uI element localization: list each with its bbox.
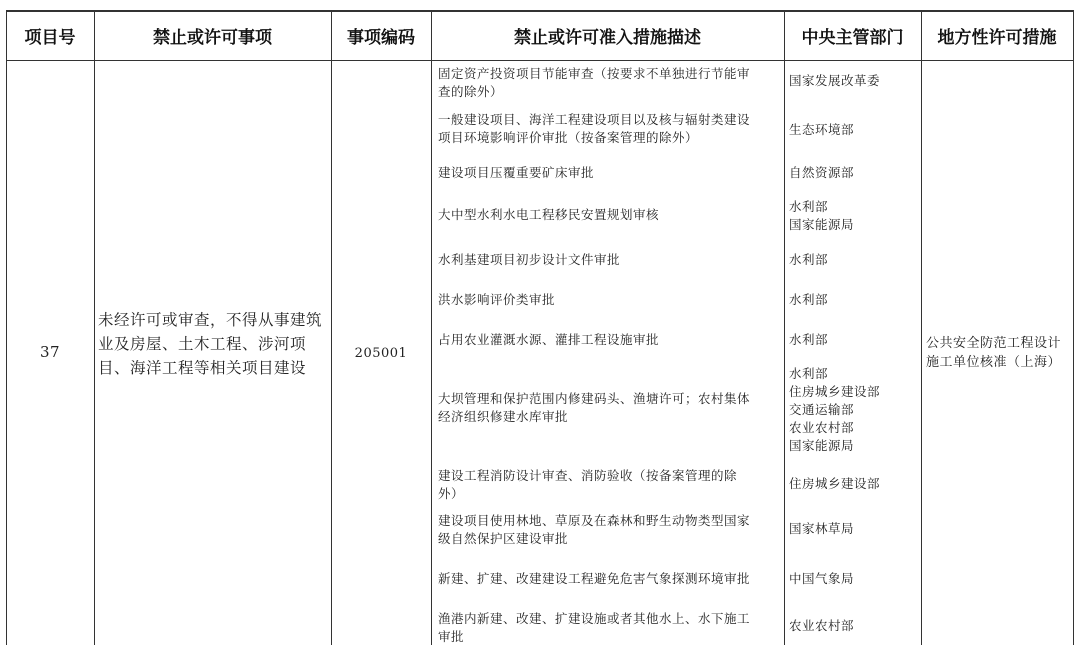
local-measure: 公共安全防范工程设计施工单位核准（上海） (926, 336, 1062, 370)
dept-name: 生态环境部 (789, 122, 855, 137)
measure-line: 水利基建项目初步设计文件审批 (438, 252, 621, 267)
measure-description (438, 467, 782, 503)
measure-line: 项目环境影响评价审批（按备案管理的除外） (438, 130, 699, 145)
dept-cell (789, 72, 919, 90)
measure-line: 级自然保护区建设审批 (438, 531, 569, 546)
dept-name: 水利部 (789, 252, 829, 267)
col-border (331, 10, 332, 645)
header-item-no: 项目号 (24, 27, 76, 48)
dept-cell (789, 291, 919, 309)
matter-code: 205001 (354, 346, 408, 361)
header-matter: 禁止或许可事项 (153, 27, 272, 48)
dept-cell (789, 475, 919, 493)
dept-name: 水利部 (789, 332, 829, 347)
dept-name: 水利部 (789, 199, 829, 214)
dept-cell (789, 251, 919, 269)
dept-cell (789, 365, 919, 455)
measure-line: 大中型水利水电工程移民安置规划审核 (438, 207, 660, 222)
dept-name: 国家能源局 (789, 438, 855, 453)
measure-line: 洪水影响评价类审批 (438, 292, 556, 307)
measure-description (438, 251, 782, 269)
measure-line: 建设项目使用林地、草原及在森林和野生动物类型国家 (438, 513, 751, 528)
col-border (921, 10, 922, 645)
header-bottom-border (6, 60, 1074, 61)
measure-description (438, 331, 782, 349)
dept-cell (789, 520, 919, 538)
measure-description (438, 164, 782, 182)
dept-name: 中国气象局 (789, 571, 855, 586)
dept-name: 自然资源部 (789, 165, 855, 180)
dept-name: 交通运输部 (789, 402, 855, 417)
regulation-table (6, 10, 1074, 645)
measure-description (438, 610, 782, 646)
dept-cell (789, 331, 919, 349)
dept-name: 水利部 (789, 292, 829, 307)
dept-name: 农业农村部 (789, 618, 855, 633)
measure-description (438, 570, 782, 588)
header-measures: 禁止或许可准入措施描述 (514, 27, 701, 48)
col-border (94, 10, 95, 645)
measure-line: 经济组织修建水库审批 (438, 409, 569, 424)
col-border (431, 10, 432, 645)
measure-description (438, 111, 782, 147)
measure-line: 建设工程消防设计审查、消防验收（按备案管理的除 (438, 468, 738, 483)
measure-description (438, 512, 782, 548)
measure-line: 占用农业灌溉水源、灌排工程设施审批 (438, 332, 660, 347)
matter-text: 未经许可或审查，不得从事建筑业及房屋、土木工程、涉河项目、海洋工程等相关项目建设 (98, 311, 323, 377)
dept-name: 农业农村部 (789, 420, 855, 435)
dept-name: 国家林草局 (789, 521, 855, 536)
dept-name: 住房城乡建设部 (789, 384, 881, 399)
dept-name: 国家能源局 (789, 217, 855, 232)
header-local: 地方性许可措施 (937, 27, 1057, 48)
measure-line: 固定资产投资项目节能审查（按要求不单独进行节能审 (438, 66, 751, 81)
dept-name: 住房城乡建设部 (789, 476, 881, 491)
measure-description (438, 206, 782, 224)
dept-cell (789, 570, 919, 588)
measure-line: 外） (438, 486, 465, 501)
col-border (1073, 10, 1074, 645)
measure-description (438, 65, 782, 101)
dept-cell (789, 198, 919, 234)
measure-line: 审批 (438, 629, 465, 644)
measure-description (438, 390, 782, 426)
col-border (6, 10, 7, 645)
item-number: 37 (39, 343, 61, 361)
measure-line: 渔港内新建、改建、扩建设施或者其他水上、水下施工 (438, 611, 751, 626)
measure-line: 大坝管理和保护范围内修建码头、渔塘许可；农村集体 (438, 391, 751, 406)
dept-cell (789, 617, 919, 635)
measure-description (438, 291, 782, 309)
dept-name: 国家发展改革委 (789, 73, 881, 88)
col-border (784, 10, 785, 645)
dept-cell (789, 121, 919, 139)
dept-cell (789, 164, 919, 182)
measure-line: 新建、扩建、改建建设工程避免危害气象探测环境审批 (438, 571, 751, 586)
header-dept: 中央主管部门 (801, 27, 904, 48)
dept-name: 水利部 (789, 366, 829, 381)
measure-line: 建设项目压覆重要矿床审批 (438, 165, 595, 180)
measure-line: 一般建设项目、海洋工程建设项目以及核与辐射类建设 (438, 112, 751, 127)
measure-line: 查的除外） (438, 84, 504, 99)
header-code: 事项编码 (347, 27, 415, 48)
